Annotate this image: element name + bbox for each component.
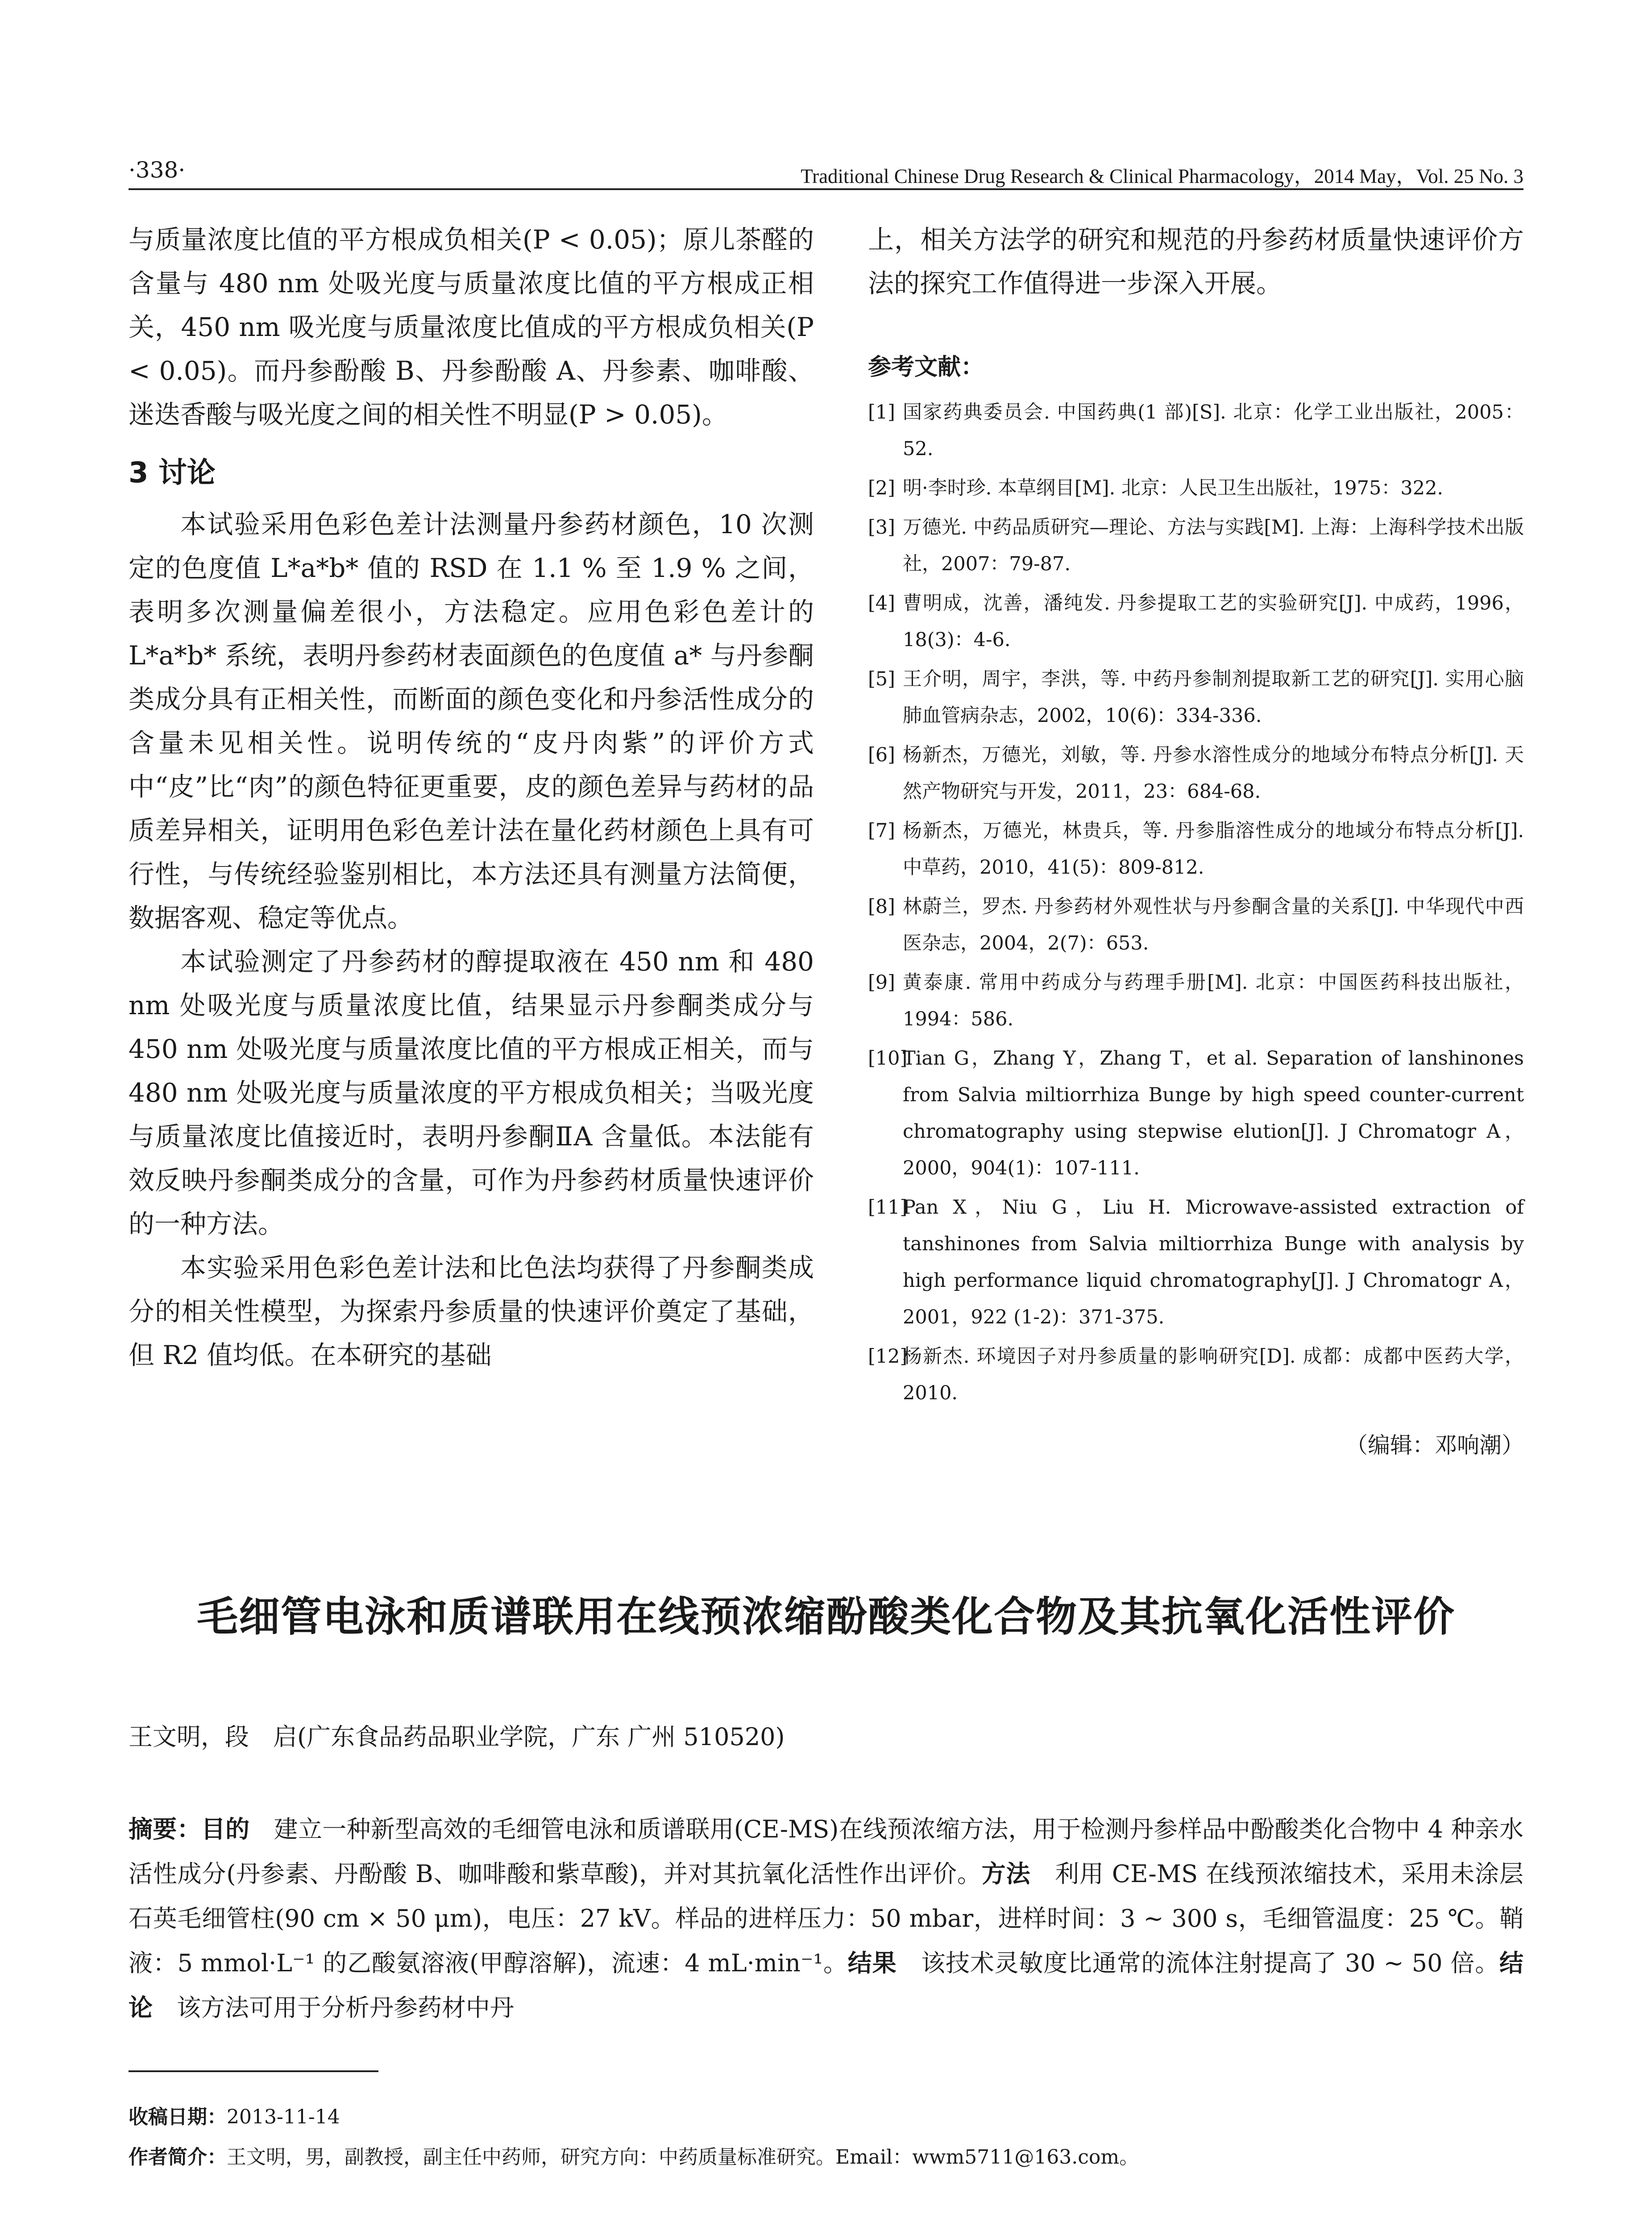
reference-item <box>868 1338 1524 1411</box>
reference-item <box>868 661 1524 734</box>
reference-number: [11] <box>868 1196 908 1219</box>
right-paragraph-1: 上，相关方法学的研究和规范的丹参药材质量快速评价方法的探究工作值得进一步深入开展。 <box>868 224 1524 299</box>
reference-text: 曹明成，沈善，潘纯发. 丹参提取工艺的实验研究[J]. 中成药，1996，18(3)：4-6. <box>903 592 1524 651</box>
article-authors: 王文明，段 启(广东食品药品职业学院，广东 广州 510520) <box>129 1723 785 1751</box>
author-bio-label: 作者简介： <box>129 2146 227 2169</box>
journal-citation: Traditional Chinese Drug Research & Clinical Pharmacology，2014 May，Vol. 25 No. 3 <box>801 165 1523 187</box>
reference-item <box>868 1040 1524 1186</box>
reference-text: 杨新杰. 环境因子对丹参质量的影响研究[D]. 成都：成都中医药大学，2010. <box>903 1345 1524 1404</box>
left-column <box>129 218 814 1377</box>
conclusion-text: 该方法可用于分析丹参药材中丹 <box>153 1994 514 2022</box>
reference-item <box>868 470 1524 506</box>
reference-item <box>868 509 1524 582</box>
reference-text: 万德光. 中药品质研究—理论、方法与实践[M]. 上海：上海科学技术出版社，2007：79-87. <box>903 516 1524 575</box>
reference-list <box>868 394 1524 1411</box>
references-heading: 参考文献： <box>868 354 984 381</box>
right-column <box>868 218 1524 1460</box>
conclusion-label: 结论 <box>129 1949 1523 2022</box>
section-heading-discussion: 3 讨论 <box>129 456 216 489</box>
reference-number: [12] <box>868 1345 908 1368</box>
received-date-line <box>129 2097 1523 2137</box>
reference-text: Tian G，Zhang Y，Zhang T，et al. Separation of lanshinones from Salvia miltiorrhiza Bunge by high speed counter-current chromatography using stepwise elution[J]. J Chromatogr A，2000，904(1)：107-111. <box>903 1047 1524 1179</box>
reference-text: 杨新杰，万德光，林贵兵，等. 丹参脂溶性成分的地域分布特点分析[J]. 中草药，2010，41(5)：809-812. <box>903 820 1524 879</box>
reference-item <box>868 394 1524 467</box>
reference-number: [4] <box>868 592 895 614</box>
result-label: 结果 <box>847 1949 897 1977</box>
reference-number: [3] <box>868 516 895 539</box>
objective-text: 建立一种新型高效的毛细管电泳和质谱联用(CE-MS)在线预浓缩方法，用于检测丹参样品中酚酸类化合物中 4 种亲水活性成分(丹参素、丹酚酸 B、咖啡酸和紫草酸)，并对其抗氧化活性作出评价。 <box>129 1815 1524 1888</box>
footnote-divider <box>129 2070 378 2072</box>
reference-item <box>868 964 1524 1037</box>
left-paragraph-4: 本实验采用色彩色差计法和比色法均获得了丹参酮类成分的相关性模型，为探索丹参质量的快速评价奠定了基础，但 R2 值均低。在本研究的基础 <box>129 1252 814 1370</box>
reference-text: Pan X，Niu G，Liu H. Microwave-assisted extraction of tanshinones from Salvia miltiorrhiza Bunge with analysis by high performance liquid chromatography[J]. J Chromatogr A，2001，922 (1-2)：371-375. <box>903 1196 1524 1328</box>
left-paragraph-2: 本试验采用色彩色差计法测量丹参药材颜色，10 次测定的色度值 L*a*b* 值的 RSD 在 1.1 % 至 1.9 % 之间，表明多次测量偏差很小，方法稳定。应用色彩色差计的 L*a*b* 系统，表明丹参药材表面颜色的色度值 a* 与丹参酮类成分具有正相关性，而断面的颜色变化和丹参活性成分的含量未见相关性。说明传统的“皮丹肉紫”的评价方式中“皮”比“肉”的颜色特征更重要，皮的颜色差异与药材的品质差异相关，证明用色彩色差计法在量化药材颜色上具有可行性，与传统经验鉴别相比，本方法还具有测量方法简便，数据客观、稳定等优点。 <box>129 509 814 933</box>
author-bio-line <box>129 2137 1523 2177</box>
left-paragraph-3: 本试验测定了丹参药材的醇提取液在 450 nm 和 480 nm 处吸光度与质量浓度比值，结果显示丹参酮类成分与 450 nm 处吸光度与质量浓度比值的平方根成正相关，而与 480 nm 处吸光度与质量浓度的平方根成负相关；当吸光度与质量浓度比值接近时，表明丹参酮ⅡA 含量低。本法能有效反映丹参酮类成分的含量，可作为丹参药材质量快速评价的一种方法。 <box>129 946 814 1239</box>
reference-number: [1] <box>868 401 895 423</box>
left-paragraph-1: 与质量浓度比值的平方根成负相关(P < 0.05)；原儿茶醛的含量与 480 nm 处吸光度与质量浓度比值的平方根成正相关，450 nm 吸光度与质量浓度比值成的平方根成负相关(P < 0.05)。而丹参酚酸 B、丹参酚酸 A、丹参素、咖啡酸、迷迭香酸与吸光度之间的相关性不明显(P > 0.05)。 <box>129 224 814 430</box>
footnotes <box>129 2097 1523 2177</box>
reference-item <box>868 737 1524 810</box>
reference-item <box>868 813 1524 886</box>
reference-number: [8] <box>868 896 895 918</box>
received-value: 2013-11-14 <box>227 2106 340 2128</box>
editor-note: （编辑：邓响潮） <box>1345 1432 1524 1458</box>
received-label: 收稿日期： <box>129 2106 227 2128</box>
reference-text: 明·李时珍. 本草纲目[M]. 北京：人民卫生出版社，1975：322. <box>903 477 1444 499</box>
reference-number: [9] <box>868 971 895 994</box>
method-label: 方法 <box>981 1860 1031 1888</box>
reference-number: [6] <box>868 744 895 766</box>
reference-number: [2] <box>868 477 895 499</box>
reference-number: [5] <box>868 668 895 690</box>
abstract-label: 摘要： <box>129 1815 201 1843</box>
reference-text: 王介明，周宇，李洪，等. 中药丹参制剂提取新工艺的研究[J]. 实用心脑肺血管病杂志，2002，10(6)：334-336. <box>903 668 1524 727</box>
reference-item <box>868 585 1524 658</box>
abstract <box>129 1807 1523 2030</box>
reference-number: [10] <box>868 1047 908 1070</box>
reference-number: [7] <box>868 820 895 842</box>
objective-label: 目的 <box>201 1815 250 1843</box>
reference-item <box>868 1189 1524 1335</box>
article-title: 毛细管电泳和质谱联用在线预浓缩酚酸类化合物及其抗氧化活性评价 <box>196 1593 1455 1641</box>
author-bio-value: 王文明，男，副教授，副主任中药师，研究方向：中药质量标准研究。Email：wwm5711@163.com。 <box>227 2146 1139 2169</box>
reference-text: 黄泰康. 常用中药成分与药理手册[M]. 北京：中国医药科技出版社，1994：586. <box>903 971 1524 1030</box>
result-text: 该技术灵敏度比通常的流体注射提高了 30 ~ 50 倍。 <box>897 1949 1499 1977</box>
method-text: 利用 CE-MS 在线预浓缩技术，采用未涂层石英毛细管柱(90 cm × 50 μm)，电压：27 kV。样品的进样压力：50 mbar，进样时间：3 ~ 300 s，毛细管温度：25 ℃。鞘液：5 mmol·L⁻¹ 的乙酸氨溶液(甲醇溶解)，流速：4 mL·min⁻¹。 <box>129 1860 1523 1977</box>
running-head <box>129 157 1523 190</box>
reference-item <box>868 888 1524 962</box>
reference-text: 林蔚兰，罗杰. 丹参药材外观性状与丹参酮含量的关系[J]. 中华现代中西医杂志，2004，2(7)：653. <box>903 896 1524 954</box>
reference-text: 杨新杰，万德光，刘敏，等. 丹参水溶性成分的地域分布特点分析[J]. 天然产物研究与开发，2011，23：684-68. <box>903 744 1524 803</box>
page-number: ·338· <box>129 157 186 183</box>
reference-text: 国家药典委员会. 中国药典(1 部)[S]. 北京：化学工业出版社，2005：52. <box>903 401 1524 460</box>
